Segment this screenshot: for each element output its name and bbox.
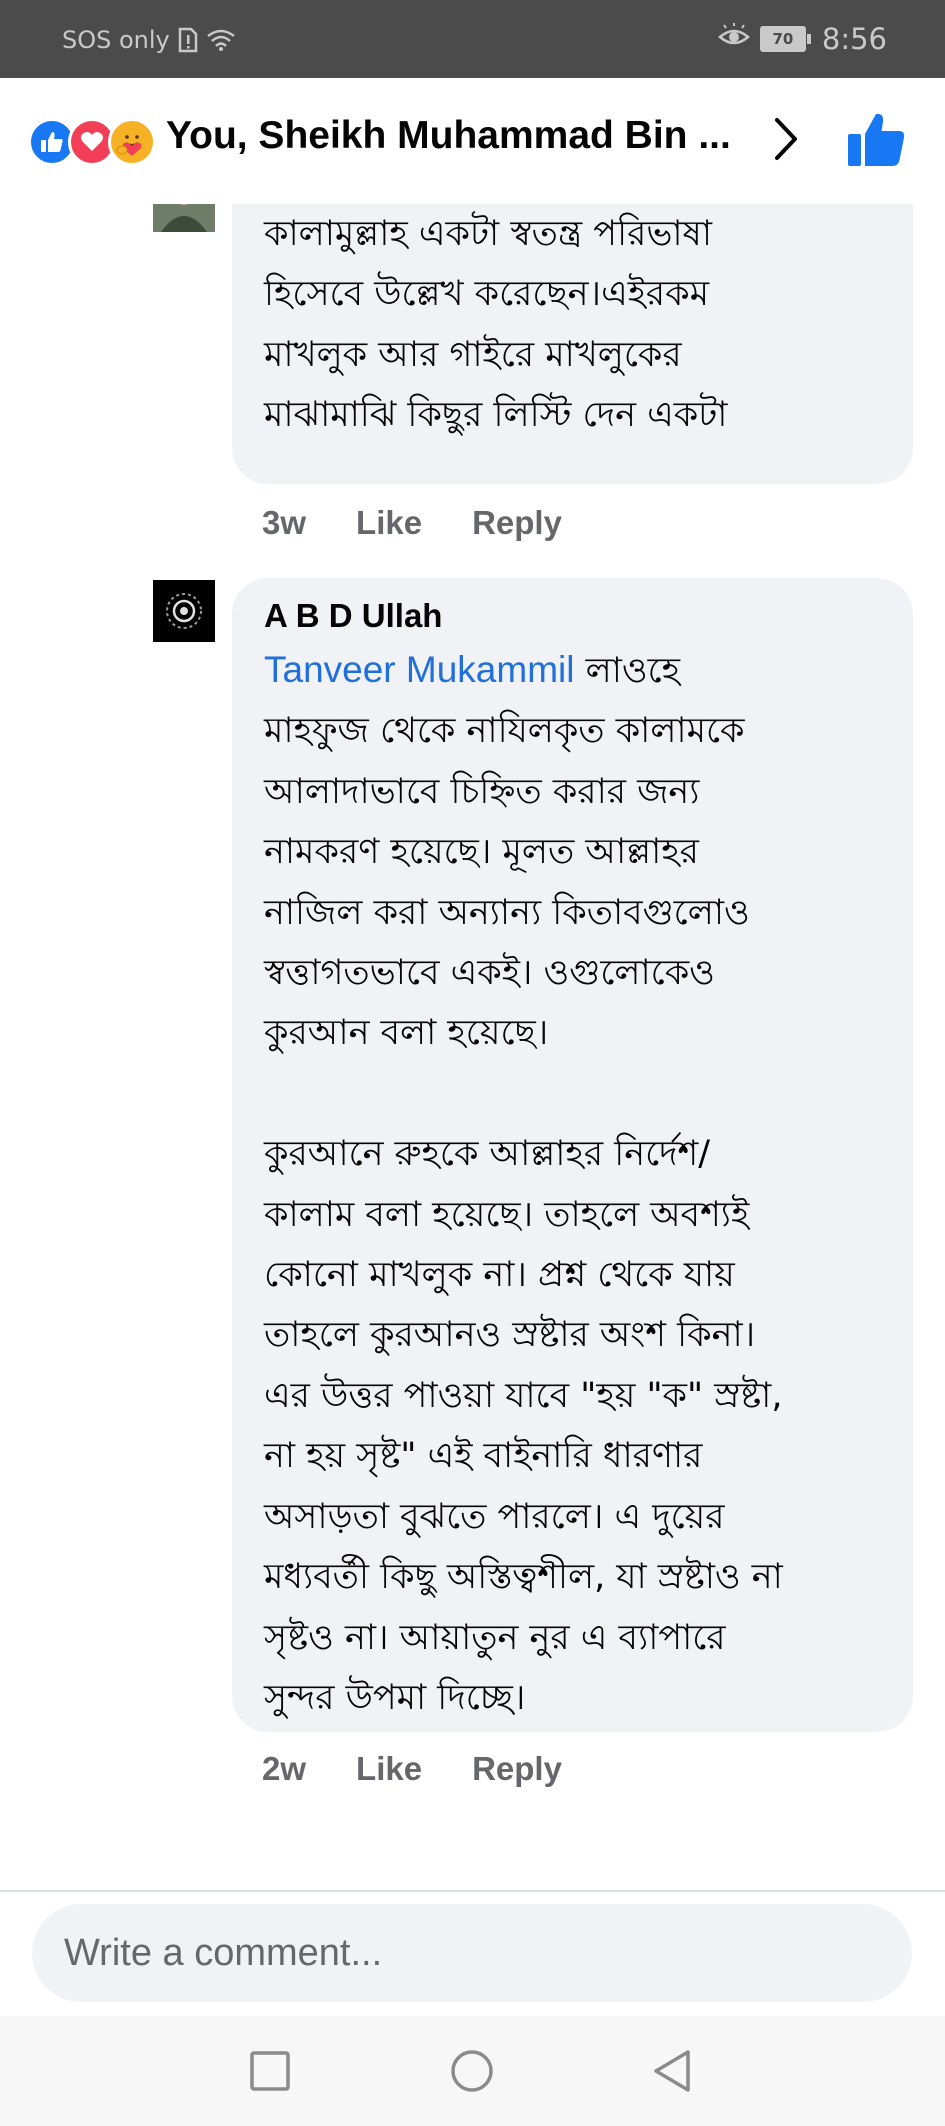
clock: 8:56 xyxy=(821,22,887,56)
comment-first-line-text: লাওহে xyxy=(574,651,681,691)
comment-like-button[interactable]: Like xyxy=(356,504,423,541)
home-icon[interactable] xyxy=(447,2046,497,2096)
wifi-off-icon xyxy=(206,28,236,52)
comment-author[interactable]: A B D Ullah xyxy=(264,597,443,634)
comment-first-line xyxy=(264,640,894,701)
back-icon[interactable] xyxy=(648,2046,698,2096)
system-nav-bar xyxy=(0,2016,945,2126)
reaction-icons[interactable] xyxy=(28,118,148,166)
comment-input-placeholder: Write a comment... xyxy=(64,1931,383,1974)
comment-time: 3w xyxy=(262,504,307,541)
carrier-text: SOS only xyxy=(62,26,170,54)
avatar[interactable] xyxy=(153,580,215,642)
care-icon xyxy=(108,118,156,166)
battery-level: 70 xyxy=(772,30,794,48)
battery-icon xyxy=(760,26,806,52)
reactions-header[interactable] xyxy=(0,78,945,204)
mention-link[interactable]: Tanveer Mukammil xyxy=(264,649,575,690)
comments-sheet xyxy=(0,78,945,2048)
composer-divider xyxy=(0,1890,945,1892)
comments-list xyxy=(0,204,945,1890)
sim-alert-icon xyxy=(178,27,198,53)
comment-like-button[interactable]: Like xyxy=(356,1750,423,1787)
reactors-summary[interactable]: You, Sheikh Muhammad Bin ... xyxy=(166,114,731,157)
comment-reply-button[interactable]: Reply xyxy=(472,504,562,541)
eye-comfort-icon xyxy=(718,22,750,56)
status-bar xyxy=(0,0,945,82)
comment-text: মাহফুজ থেকে নাযিলকৃত কালামকে আলাদাভাবে চিহ্নিত করার জন্য নামকরণ হয়েছে। মূলত আল্লাহর নাজিল করা অন্যান্য কিতাবগুলোও স্বত্তাগতভাবে একই। ওগুলোকেও কুরআন বলা হয়েছে। কুরআনে রুহকে আল্লাহর নির্দেশ/ কালাম বলা হয়েছে। তাহলে অবশ্যই কোনো মাখলুক না। প্রশ্ন থেকে যায় তাহলে কুরআনও স্রষ্টার অংশ কিনা। এর উত্তর পাওয়া যাবে "হয় "ক" স্রষ্টা, না হয় সৃষ্ট" এই বাইনারি ধারণার অসাড়তা বুঝতে পারলে। এ দুয়ের মধ্যবর্তী কিছু অস্তিত্বশীল, যা স্রষ্টাও না সৃষ্টও না। আয়াতুন নুর এ ব্যাপারে সুন্দর উপমা দিচ্ছে। xyxy=(264,711,783,1718)
like-post-button[interactable] xyxy=(846,112,906,168)
comment-actions xyxy=(262,504,562,542)
comment-bubble xyxy=(232,184,913,484)
status-right xyxy=(708,22,887,56)
comment-actions xyxy=(262,1750,562,1788)
comment-text: কালামুল্লাহ একটা স্বতন্ত্র পরিভাষা হিসেবে উল্লেখ করেছেন।এইরকম মাখলুক আর গাইরে মাখলুকের মাঝামাঝি কিছুর লিস্টি দেন একটা xyxy=(264,214,728,436)
recent-apps-icon[interactable] xyxy=(245,2046,295,2096)
comment-body xyxy=(264,640,894,1728)
comment-bubble xyxy=(232,578,913,1732)
comment-time: 2w xyxy=(262,1750,307,1787)
chevron-right-icon[interactable] xyxy=(765,114,805,164)
comment-reply-button[interactable]: Reply xyxy=(472,1750,562,1787)
comment-input[interactable] xyxy=(32,1904,912,2002)
status-left xyxy=(62,26,236,54)
